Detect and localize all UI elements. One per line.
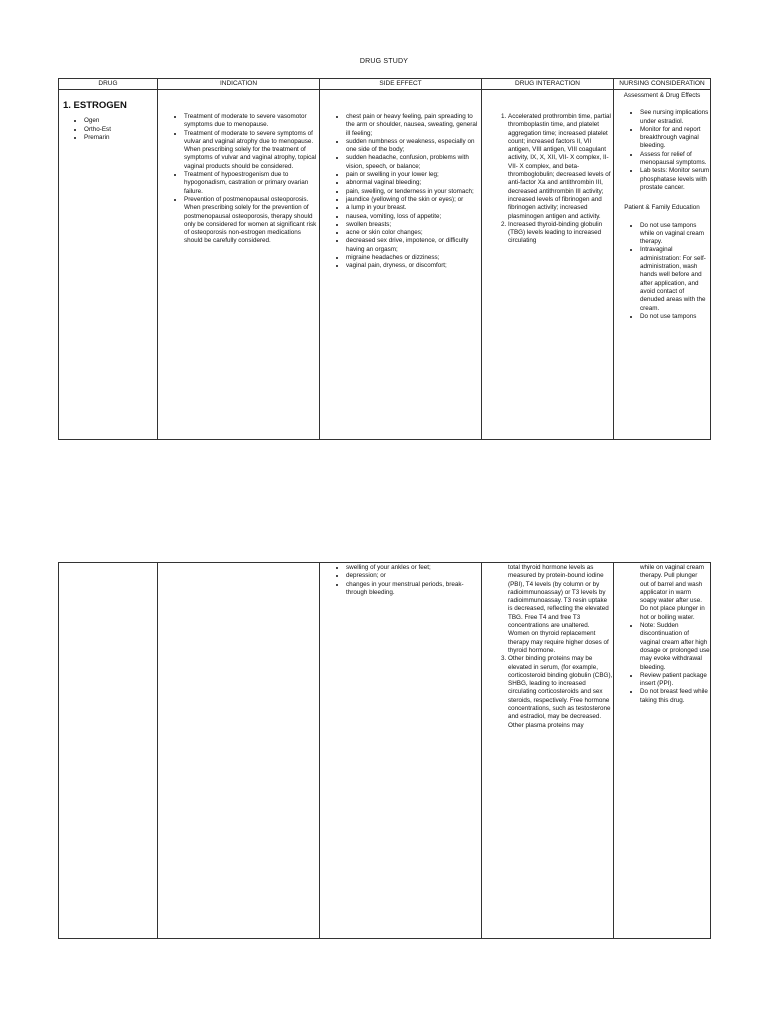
list-item: • Treatment of moderate to severe vasomotor symptoms due to menopause. [184, 113, 319, 130]
drug-cell [59, 90, 158, 440]
list-item: • sudden headache, confusion, problems with vision, speech, or balance; [346, 154, 481, 171]
list-item: • abnormal vaginal bleeding; [346, 179, 481, 187]
list-item: 2. Increased thyroid-binding globulin (TBG) levels leading to increased circulating [508, 221, 613, 246]
drug-name: 1. ESTROGEN [63, 100, 127, 111]
table-row [59, 563, 711, 939]
list-item: • pain, swelling, or tenderness in your stomach; [346, 188, 481, 196]
education-list [614, 222, 710, 322]
table-header-row [59, 79, 711, 90]
side-effect-cell [320, 90, 482, 440]
list-item: • vaginal pain, dryness, or discomfort; [346, 262, 481, 270]
list-item: • Do not use tampons [640, 313, 710, 321]
header-side-effect: SIDE EFFECT [320, 79, 482, 90]
brand-item: • Premarin [84, 134, 157, 142]
list-item: • chest pain or heavy feeling, pain spreading to the arm or shoulder, nausea, sweating, general ill feeling; [346, 113, 481, 138]
list-item: • Do not breast feed while taking this drug. [640, 688, 710, 705]
side-effect-cell [320, 563, 482, 939]
side-effect-list [320, 113, 481, 271]
header-drug-interaction: DRUG INTERACTION [482, 79, 614, 90]
assessment-heading: Assessment & Drug Effects [623, 92, 701, 99]
list-item: • Treatment of hypoestrogenism due to hypogonadism, castration or primary ovarian failure. [184, 171, 319, 196]
list-item: • acne or skin color changes; [346, 229, 481, 237]
header-indication: INDICATION [158, 79, 320, 90]
education-heading: Patient & Family Education [624, 204, 700, 212]
list-item: 3. Other binding proteins may be elevated in serum, (for example, corticosteroid binding globulin (CBG), SHBG, leading to increased circulating corticosteroids and sex steroids, respectively. Free hormone concentrations, such as testosterone and estradiol, may be decreased. Other plasma proteins may [508, 655, 613, 730]
list-item: • sudden numbness or weakness, especially on one side of the body; [346, 138, 481, 155]
brand-item: • Ortho-Est [84, 126, 157, 134]
nursing-cell [614, 563, 711, 939]
list-item: • Treatment of moderate to severe symptoms of vulvar and vaginal atrophy due to menopause. When prescribing solely for the treatment of symptoms of vulvar and vaginal atrophy, topical vaginal products should be considered. [184, 130, 319, 171]
list-item: • nausea, vomiting, loss of appetite; [346, 213, 481, 221]
drug-study-table-page2 [58, 562, 711, 939]
list-item: • depression; or [346, 572, 481, 580]
list-item: • jaundice (yellowing of the skin or eyes); or [346, 196, 481, 204]
list-item: • Monitor for and report breakthrough vaginal bleeding. [640, 126, 710, 151]
document-title: DRUG STUDY [359, 58, 409, 65]
list-item: • Note: Sudden discontinuation of vaginal cream after high dosage or prolonged use may evoke withdrawal bleeding. [640, 622, 710, 672]
nursing-cell [614, 90, 711, 440]
interaction-cell [482, 563, 614, 939]
list-item: • Intravaginal administration: For self-administration, wash hands well before and after application, and avoid contact of denuded areas with the cream. [640, 246, 710, 312]
brand-item: • Ogen [84, 117, 157, 125]
interaction-list [482, 655, 613, 730]
list-item: • Prevention of postmenopausal osteoporosis. When prescribing solely for the prevention of postmenopausal osteoporosis, therapy should only be considered for women at significant risk of osteoporosis non-estrogen medications should be carefully considered. [184, 196, 319, 246]
table-row [59, 90, 711, 440]
list-item: • swelling of your ankles or feet; [346, 564, 481, 572]
list-item: • See nursing implications under estradiol. [640, 109, 710, 126]
interaction-list [482, 113, 613, 246]
list-item: • a lump in your breast. [346, 204, 481, 212]
list-item: • swollen breasts; [346, 221, 481, 229]
list-item: • Do not use tampons while on vaginal cream therapy. [640, 222, 710, 247]
nursing-list [614, 622, 710, 705]
assessment-list [614, 109, 710, 192]
brand-list [59, 117, 157, 142]
list-item: • Lab tests: Monitor serum phosphatase levels with prostate cancer. [640, 167, 710, 192]
nursing-continuation: while on vaginal cream therapy. Pull plunger out of barrel and wash applicator in warm soapy water after use. Do not place plunger in hot or boiling water. [640, 564, 705, 621]
list-item: • changes in your menstrual periods, break-through bleeding. [346, 581, 481, 598]
list-item: • Review patient package insert (PPI). [640, 672, 710, 689]
drug-study-table-page1 [58, 78, 711, 440]
indication-cell-empty [158, 563, 320, 939]
header-drug: DRUG [59, 79, 158, 90]
header-nursing-consideration: NURSING CONSIDERATION [614, 79, 711, 90]
list-item: • migraine headaches or dizziness; [346, 254, 481, 262]
interaction-cell [482, 90, 614, 440]
list-item: • pain or swelling in your lower leg; [346, 171, 481, 179]
indication-cell [158, 90, 320, 440]
indication-list [158, 113, 319, 246]
side-effect-list [320, 564, 481, 597]
list-item: 1. Accelerated prothrombin time, partial thromboplastin time, and platelet aggregation time; increased platelet count; increased factors II, VII antigen, VIII antigen, VIII coagulant activity, IX, X, XII, VII- X complex, II-VII- X complex, and beta-thromboglobulin; decreased levels of anti-factor Xa and antithrombin III, decreased antithrombin III activity; increased levels of fibrinogen and fibrinogen activity; increased plasminogen antigen and activity. [508, 113, 613, 221]
list-item: • decreased sex drive, impotence, or difficulty having an orgasm; [346, 237, 481, 254]
interaction-continuation: total thyroid hormone levels as measured by protein-bound iodine (PBI), T4 levels (by column or by radioimmunoassay) or T3 levels by radioimmunoassay. T3 resin uptake is decreased, reflecting the elevated TBG. Free T4 and free T3 concentrations are unaltered. Women on thyroid replacement therapy may require higher doses of thyroid hormone. [508, 564, 609, 654]
drug-cell-empty [59, 563, 158, 939]
list-item: • Assess for relief of menopausal symptoms. [640, 151, 710, 168]
